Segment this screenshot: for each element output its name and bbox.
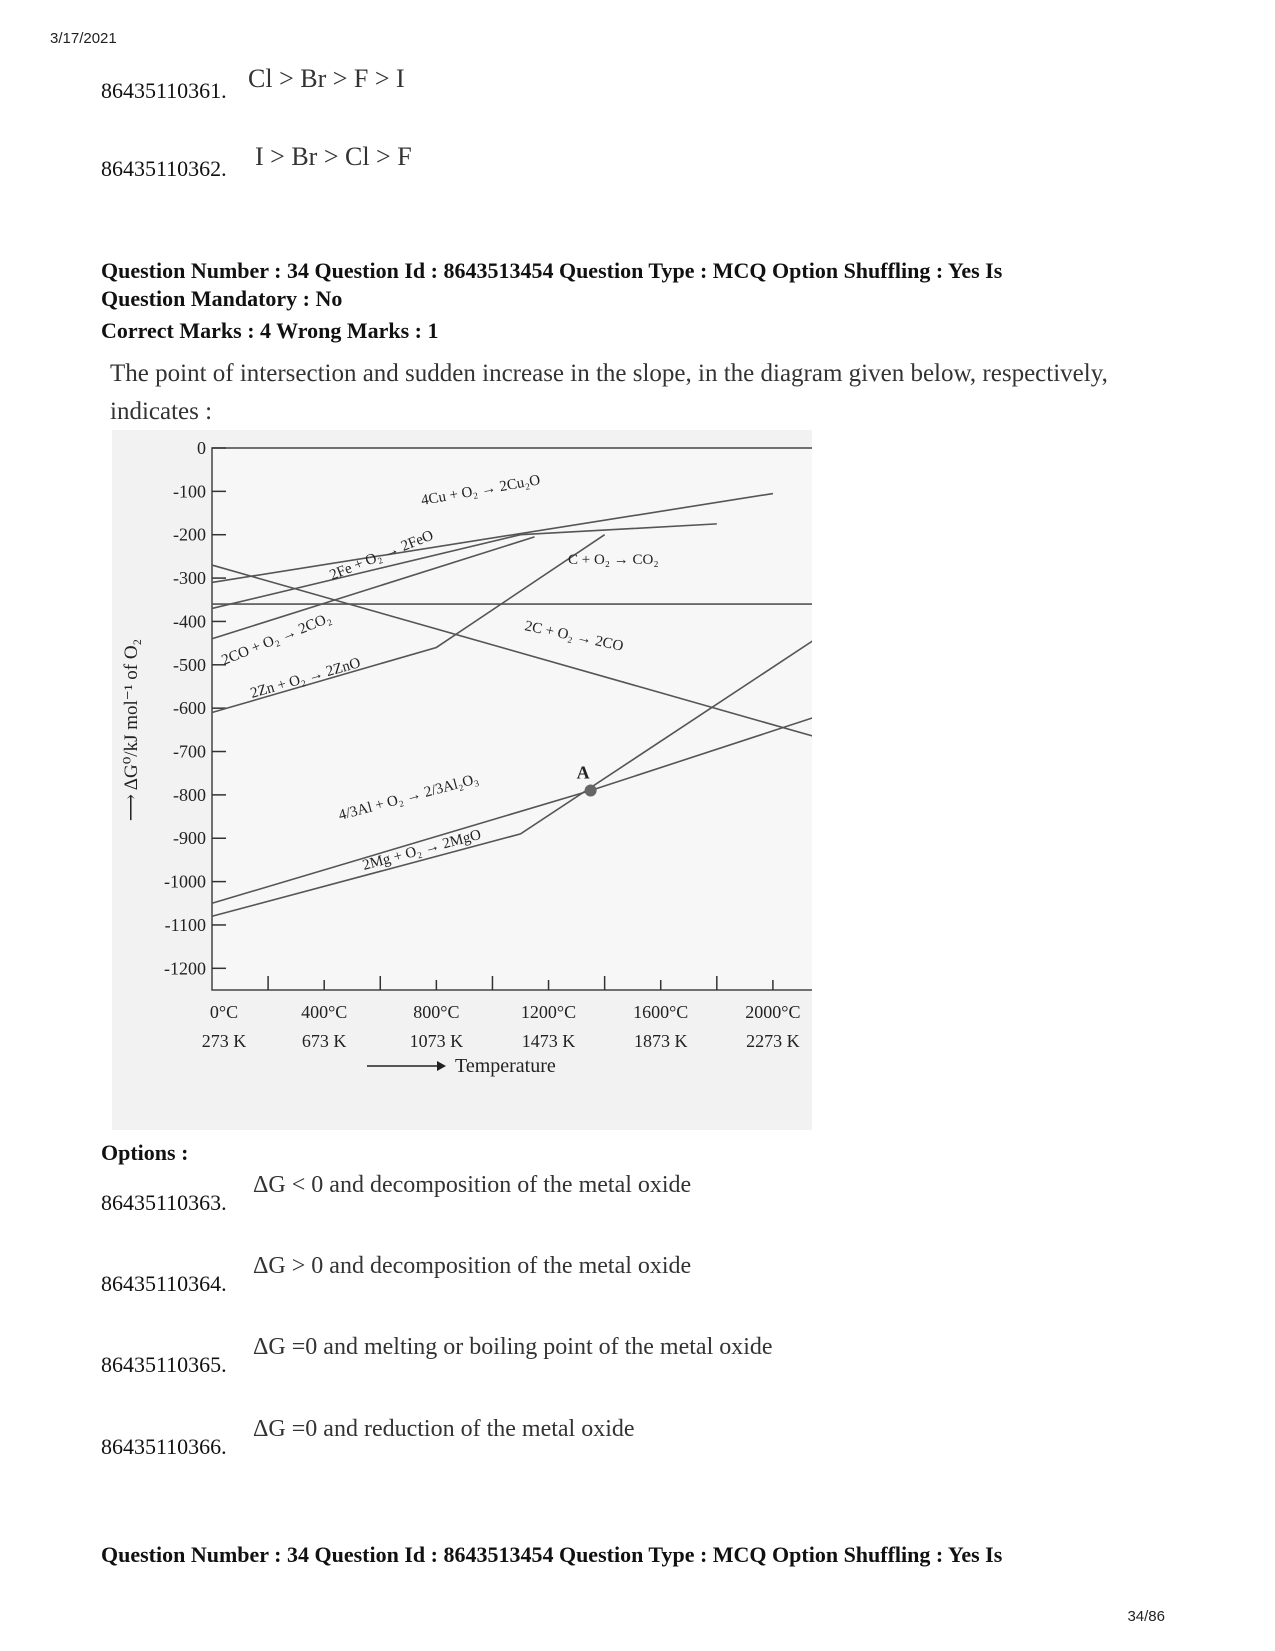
- point-a-label: A: [576, 762, 590, 783]
- option-4-id: 86435110366.: [101, 1434, 227, 1459]
- prev-option-2: [101, 156, 227, 182]
- y-tick-label: 0: [197, 438, 206, 458]
- y-tick-label: -1000: [164, 871, 206, 892]
- option-1-text: ΔG < 0 and decomposition of the metal oxide: [253, 1172, 692, 1198]
- y-axis-label: ⟶ ΔG⁰/kJ mol⁻¹ of O₂: [121, 638, 142, 822]
- prev-option-1: [101, 78, 227, 104]
- prev-option-1-text: Cl > Br > F > I: [248, 64, 405, 93]
- prev-option-id: 86435110362.: [101, 156, 227, 181]
- series-label-4: 2CO + O₂ → 2CO₂: [219, 610, 334, 669]
- x-axis-label: Temperature: [455, 1055, 556, 1077]
- x-tick-label-kelvin: 1873 K: [633, 1031, 688, 1051]
- y-tick-label: -800: [173, 784, 206, 805]
- ellingham-diagram: [112, 430, 812, 1130]
- prev-option-id: 86435110361.: [101, 78, 227, 103]
- x-tick-label-celsius: 0°C: [209, 1002, 239, 1022]
- y-tick-label: -300: [173, 568, 206, 589]
- options-label: Options :: [101, 1140, 189, 1165]
- y-tick-label: -1100: [164, 914, 206, 935]
- x-tick-label-kelvin: 2273 K: [746, 1031, 800, 1051]
- y-tick-label: -600: [173, 698, 206, 719]
- x-tick-label-celsius: 800°C: [413, 1002, 460, 1022]
- prev-option-2-text: I > Br > Cl > F: [255, 142, 412, 171]
- next-question-header: Question Number : 34 Question Id : 8643513454 Question Type : MCQ Option Shuffling : Yes Is: [101, 1542, 1003, 1567]
- x-axis-arrow-head: [437, 1061, 446, 1071]
- question-marks: Correct Marks : 4 Wrong Marks : 1: [101, 318, 439, 343]
- option-4-text: ΔG =0 and reduction of the metal oxide: [253, 1416, 635, 1442]
- y-tick-label: -1200: [164, 958, 206, 979]
- series-label-7: 4/3Al + O₂ → 2/3Al₂O₃: [336, 771, 481, 824]
- page-number: 34/86: [1127, 1608, 1165, 1625]
- x-tick-label-celsius: 400°C: [301, 1002, 348, 1022]
- ellingham-chart-svg: [112, 430, 812, 1130]
- x-tick-label-kelvin: 1473 K: [521, 1031, 576, 1051]
- y-tick-label: -100: [173, 481, 206, 502]
- y-tick-label: -900: [173, 828, 206, 849]
- y-tick-label: -500: [173, 654, 206, 675]
- point-a-marker: [585, 785, 597, 797]
- question-header-line1: Question Number : 34 Question Id : 8643513454 Question Type : MCQ Option Shuffling : Yes Is: [101, 258, 1003, 283]
- option-1-id: 86435110363.: [101, 1190, 227, 1215]
- x-tick-label-celsius: 1200°C: [520, 1002, 577, 1022]
- option-3-text: ΔG =0 and melting or boiling point of the metal oxide: [253, 1334, 773, 1360]
- question-text: The point of intersection and sudden increase in the slope, in the diagram given below, respectively, indicates :: [110, 360, 1108, 425]
- x-tick-label-celsius: 1600°C: [633, 1002, 689, 1022]
- series-label-8: 2Mg + O₂ → 2MgO: [360, 826, 483, 874]
- option-2-id: 86435110364.: [101, 1271, 227, 1296]
- series-label-3: C + O₂ → CO₂: [568, 552, 659, 568]
- question-header-line2: Question Mandatory : No: [101, 286, 343, 311]
- option-3-id: 86435110365.: [101, 1352, 227, 1377]
- series-label-1: 4Cu + O₂ → 2Cu₂O: [419, 472, 542, 509]
- y-tick-label: -200: [173, 524, 206, 545]
- x-tick-label-kelvin: 673 K: [301, 1031, 347, 1051]
- x-tick-label-kelvin: 1073 K: [409, 1031, 464, 1051]
- y-tick-label: -400: [173, 611, 206, 632]
- print-date: 3/17/2021: [50, 30, 117, 47]
- series-label-6: 2Zn + O₂ → 2ZnO: [248, 655, 363, 702]
- series-label-2: 2Fe + O₂ → 2FeO: [327, 527, 436, 584]
- option-2-text: ΔG > 0 and decomposition of the metal oxide: [253, 1253, 692, 1279]
- x-tick-label-kelvin: 273 K: [201, 1031, 247, 1051]
- y-tick-label: -700: [173, 741, 206, 762]
- plot-frame: [212, 448, 812, 990]
- x-tick-label-celsius: 2000°C: [745, 1002, 801, 1022]
- series-label-5: 2C + O₂ → 2CO: [523, 618, 625, 655]
